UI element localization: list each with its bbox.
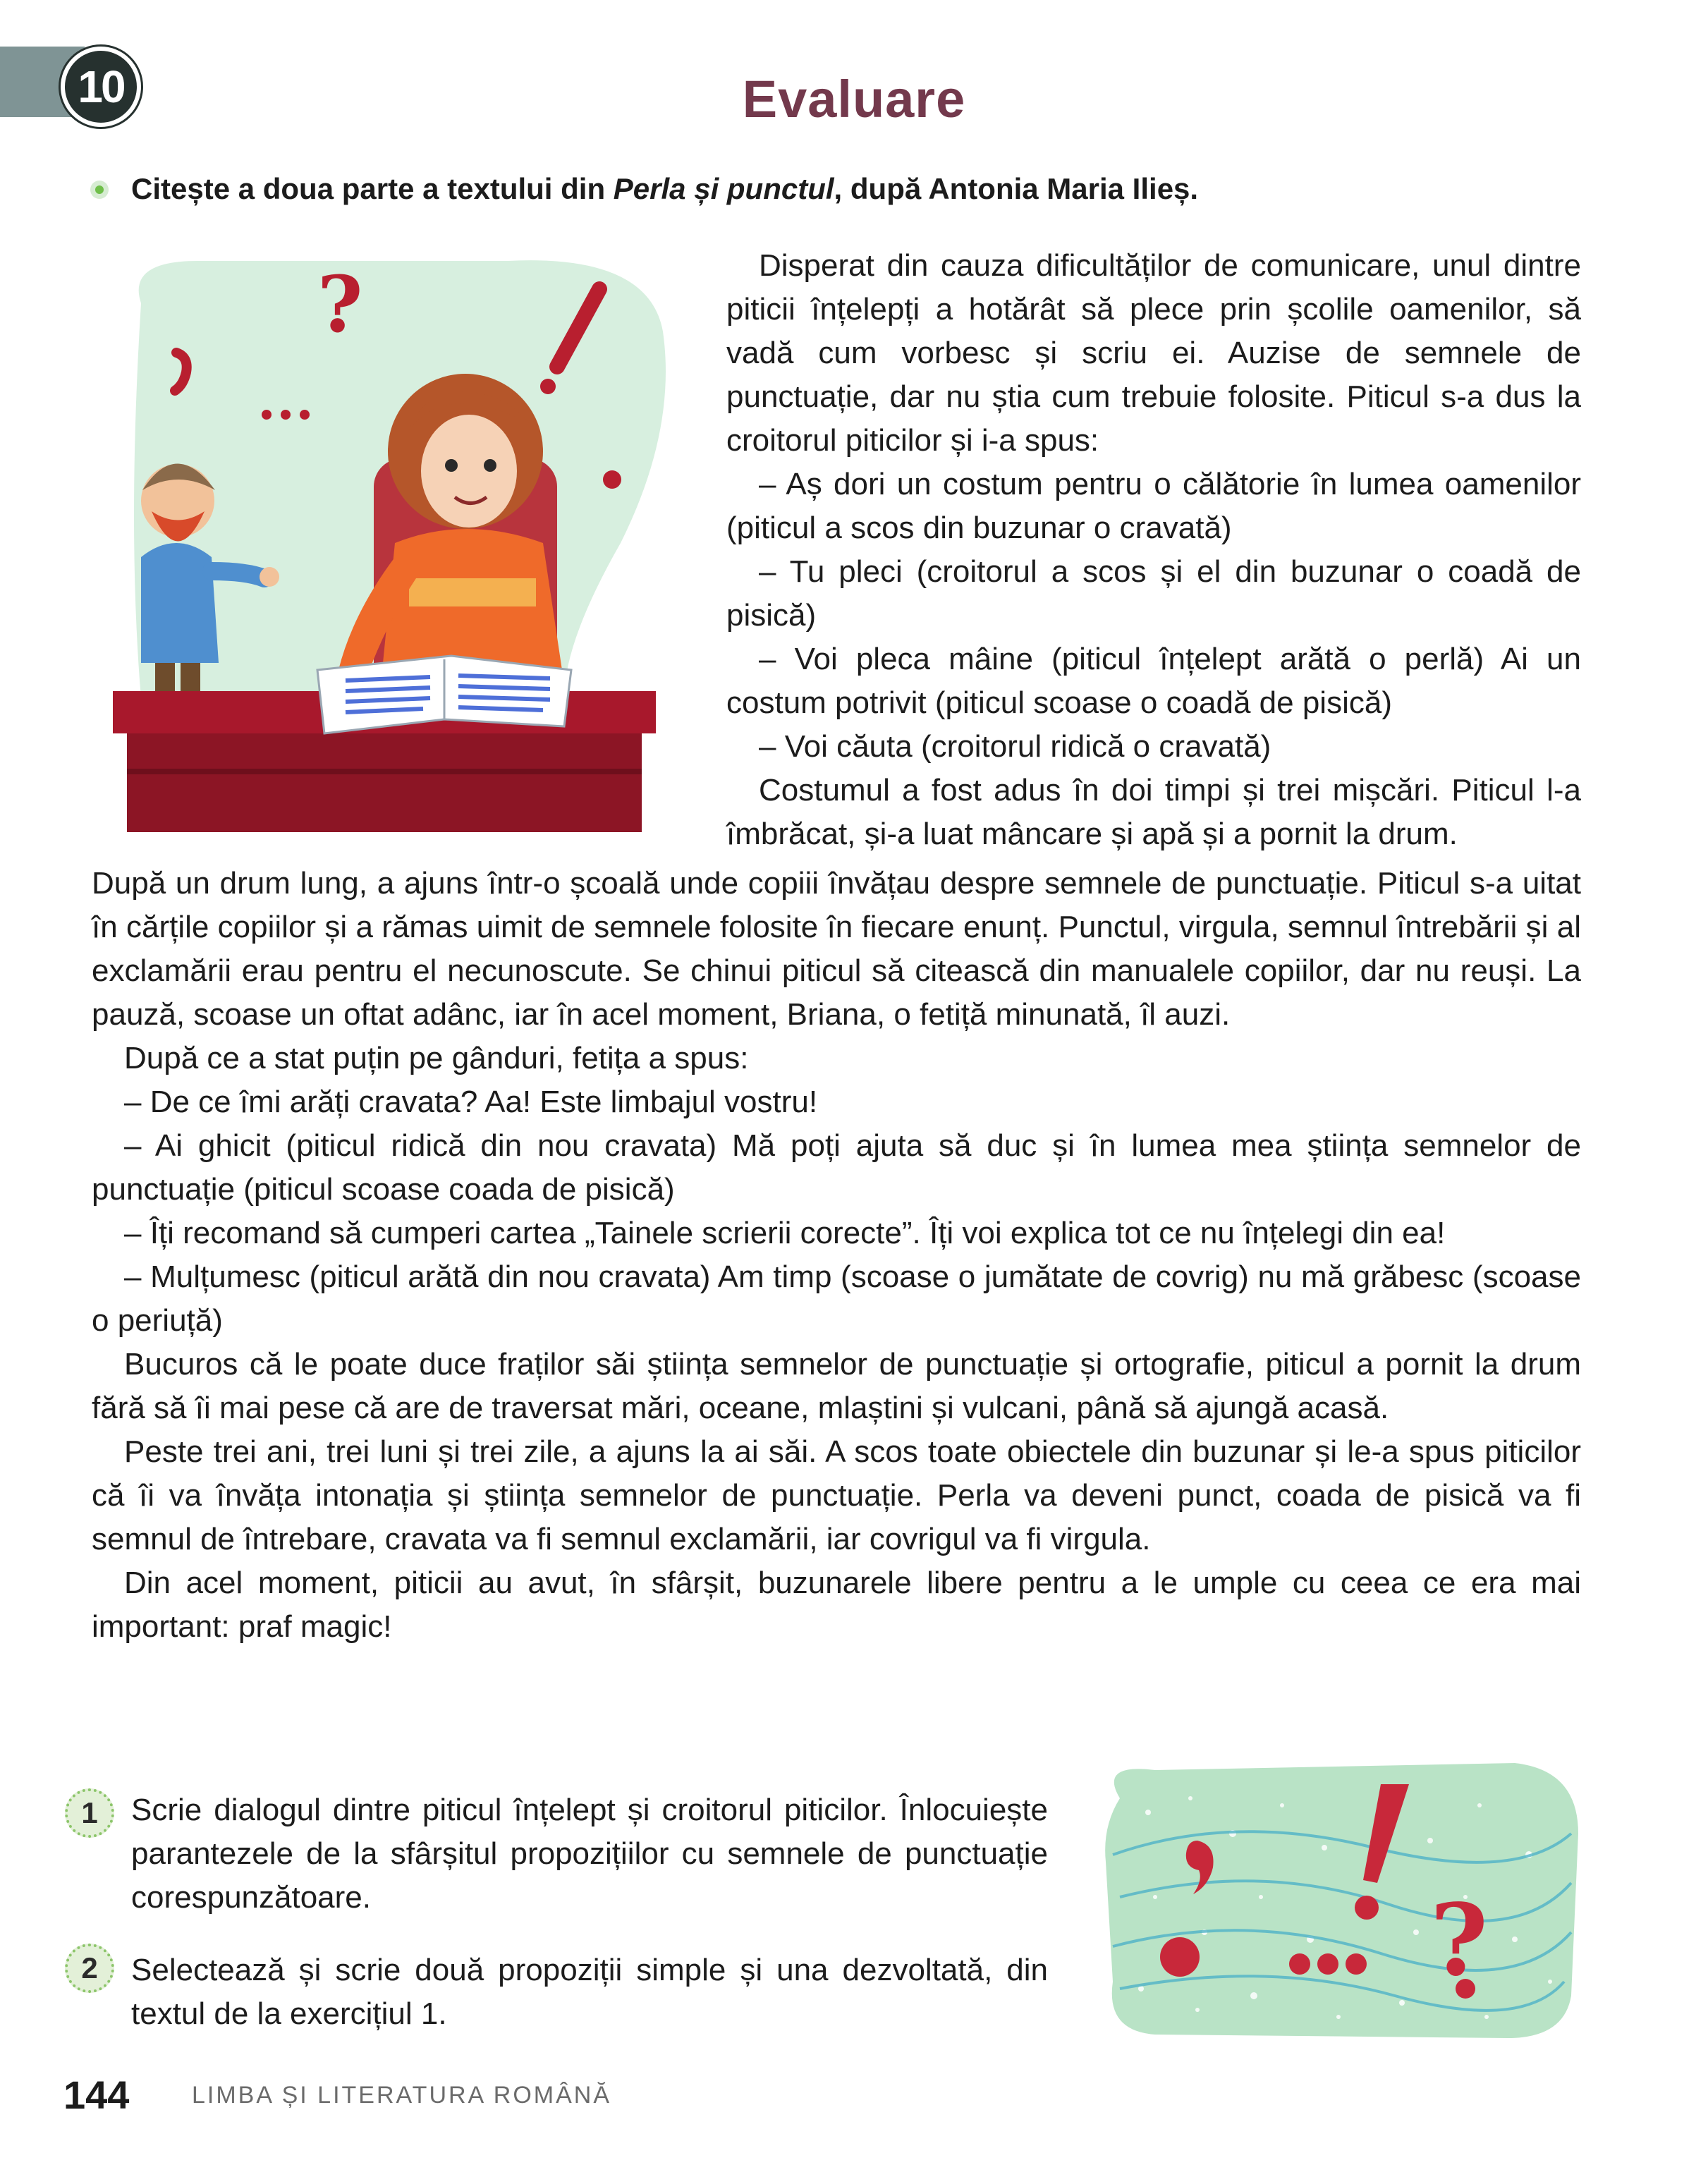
- story-dialogue: – Îți recomand să cumperi cartea „Tainele scrierii corecte”. Îți voi explica tot ce nu înțelegi din ea!: [124, 1216, 1446, 1250]
- bullet-icon: [90, 181, 109, 199]
- story-paragraph: După ce a stat puțin pe gânduri, fetița a spus:: [124, 1041, 749, 1075]
- instruction-suffix: , după Antonia Maria Ilieș.: [834, 172, 1199, 205]
- unit-number-badge: 10: [61, 47, 141, 127]
- story-dialogue: – Ai ghicit (piticul ridică din nou cravata) Mă poți ajuta să duc și în lumea mea știința semnelor de punctuație (piticul scoase coada de pisică): [92, 1128, 1581, 1207]
- question-mark-icon: ?: [1430, 1883, 1489, 1999]
- instruction: [131, 169, 1647, 209]
- story-dialogue: – Tu pleci (croitorul a scos și el din buzunar o coadă de pisică): [726, 554, 1581, 633]
- story-dialogue: – Aș dori un costum pentru o călătorie în lumea oamenilor (piticul a scos din buzunar o cravată): [726, 467, 1581, 545]
- page-title: Evaluare: [742, 70, 966, 128]
- exercise-text: Selectează și scrie două propoziții simple și una dezvoltată, din textul de la exercițiul 1.: [131, 1953, 1048, 2031]
- exercise-number: 1: [65, 1788, 114, 1838]
- story-dialogue: – Voi pleca mâine (piticul înțelept arătă o perlă) Ai un costum potrivit (piticul scoase o coadă de pisică): [726, 642, 1581, 720]
- story-paragraph: Costumul a fost adus în doi timpi și trei mișcări. Piticul l-a îmbrăcat, și-a luat mâncare și apă și a pornit la drum.: [726, 773, 1581, 851]
- page-number: 144: [63, 2073, 130, 2117]
- period-icon: [1160, 1937, 1200, 1977]
- exercise-number: 2: [65, 1944, 114, 1993]
- story-continuation: [92, 862, 1581, 1649]
- story-paragraph: Disperat din cauza dificultăților de comunicare, unul dintre piticii înțelepți a hotărât să plece prin școlile oamenilor, să vadă cum vorbesc și scriu ei. Auzise de semnele de punctuație, dar nu știa cum trebuie folosite. Piticul s-a dus la croitorul piticilor și i-a spus:: [726, 248, 1581, 458]
- footer-subject: LIMBA ȘI LITERATURA ROMÂNĂ: [192, 2082, 612, 2109]
- story-dialogue: – De ce îmi arăți cravata? Aa! Este limbajul vostru!: [124, 1085, 818, 1119]
- story-intro: [726, 244, 1581, 856]
- punctuation-illustration: [1092, 1756, 1585, 2045]
- gnome-and-girl-illustration: [113, 247, 691, 832]
- instruction-prefix: Citește a doua parte a textului din: [131, 172, 614, 205]
- story-paragraph: Bucuros că le poate duce fraților săi știința semnelor de punctuație și ortografie, piticul a pornit la drum fără să îi mai pese că are de traversat mări, oceane, mlaștini și vulcani, până să ajungă acasă.: [92, 1347, 1581, 1425]
- story-paragraph: După un drum lung, a ajuns într-o școală unde copiii învățau despre semnele de punctuație. Piticul s-a uitat în cărțile copiilor și a rămas uimit de semnele folosite în fiecare enunț. Punctul, virgula, semnul întrebării și al exclamării erau pentru el necunoscute. Se chinui piticul să citească din manualele copiilor, dar nu reuși. La pauză, scoase un oftat adânc, iar în acel moment, Briana, o fetiță minunată, îl auzi.: [92, 866, 1581, 1032]
- exercise-text: Scrie dialogul dintre piticul înțelept și croitorul piticilor. Înlocuiește parantezele de la sfârșitul propozițiilor cu semnele de punctuație corespunzătoare.: [131, 1793, 1048, 1915]
- ellipsis-icon: [262, 410, 272, 420]
- story-dialogue: – Voi căuta (croitorul ridică o cravată): [759, 729, 1271, 764]
- story-paragraph: Peste trei ani, trei luni și trei zile, a ajuns la ai săi. A scos toate obiectele din buzunar și le-a spus piticilor că îi va învăța intonația și știința semnelor de punctuație. Perla va deveni punct, coada de pisică va fi semnul de întrebare, cravata va fi semnul exclamării, iar covrigul va fi virgula.: [92, 1434, 1581, 1556]
- story-paragraph: Din acel moment, piticii au avut, în sfârșit, buzunarele libere pentru a le umple cu ceea ce era mai important: praf magic!: [92, 1566, 1581, 1644]
- work-title: Perla și punctul: [613, 172, 834, 205]
- story-dialogue: – Mulțumesc (piticul arătă din nou cravata) Am timp (scoase o jumătate de covrig) nu mă grăbesc (scoase o periuță): [92, 1260, 1581, 1338]
- question-mark-icon: ?: [317, 259, 363, 350]
- ellipsis-icon: [1289, 1953, 1310, 1975]
